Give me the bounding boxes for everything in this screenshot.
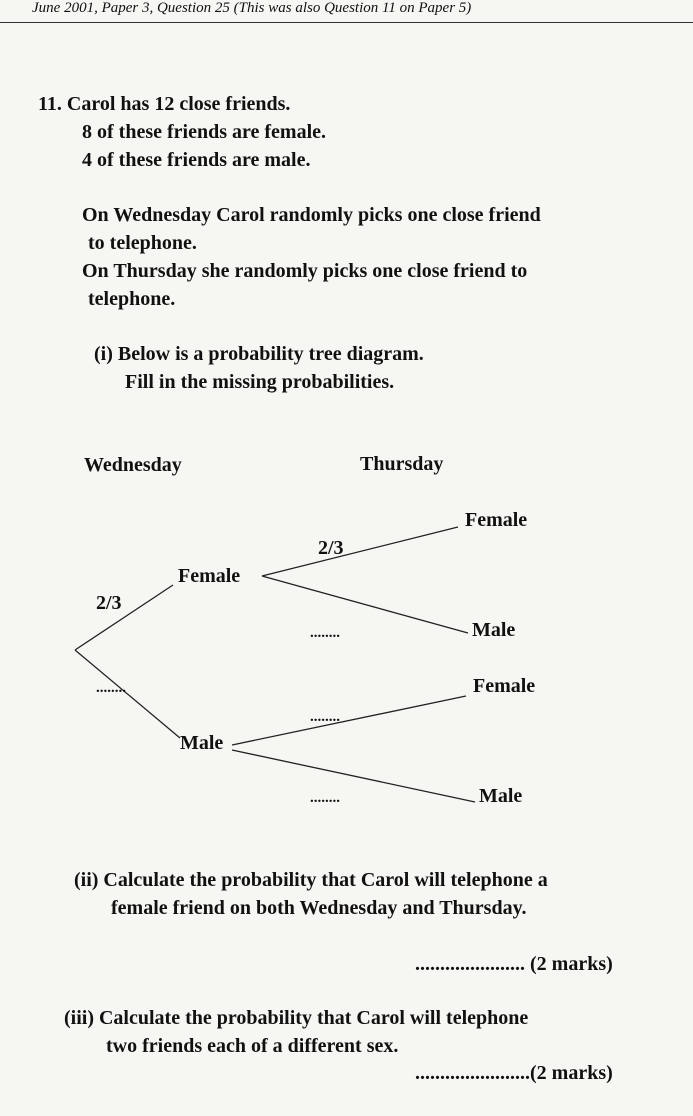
wednesday-paragraph-line2: to telephone.	[88, 232, 197, 254]
node-thu-female-1: Female	[465, 509, 528, 531]
node-wed-male: Male	[180, 732, 224, 754]
question-intro: 11. Carol has 12 close friends.	[38, 93, 291, 115]
tree-column-thursday: Thursday	[360, 453, 444, 475]
thursday-paragraph-line2: telephone.	[88, 288, 176, 310]
branch-wed-male	[75, 650, 180, 738]
prob-wed-female: 2/3	[96, 592, 122, 614]
tree-column-wednesday: Wednesday	[84, 454, 182, 476]
question-line-male: 4 of these friends are male.	[82, 149, 311, 171]
prob-thu-ff: 2/3	[318, 537, 344, 559]
part-i-line2: Fill in the missing probabilities.	[125, 371, 395, 393]
branch-thu-mm	[232, 750, 475, 802]
prob-thu-fm-blank[interactable]: ........	[310, 625, 340, 641]
thursday-paragraph-line1: On Thursday she randomly picks one close friend to	[82, 260, 528, 282]
part-ii-line1: (ii) Calculate the probability that Carol will telephone a	[74, 869, 548, 891]
prob-thu-mf-blank[interactable]: ........	[310, 709, 340, 725]
branch-thu-ff	[262, 527, 458, 576]
node-thu-male-1: Male	[472, 619, 516, 641]
part-ii-answer-line[interactable]: ...................... (2 marks)	[415, 953, 613, 975]
prob-wed-male-blank[interactable]: ........	[96, 680, 126, 696]
part-iii-line2: two friends each of a different sex.	[106, 1035, 399, 1057]
prob-thu-mm-blank[interactable]: ........	[310, 790, 340, 806]
part-ii-line2: female friend on both Wednesday and Thursday.	[111, 897, 527, 919]
node-wed-female: Female	[178, 565, 241, 587]
part-iii-answer-line[interactable]: .......................(2 marks)	[415, 1062, 613, 1084]
wednesday-paragraph-line1: On Wednesday Carol randomly picks one close friend	[82, 204, 541, 226]
page-header: June 2001, Paper 3, Question 25 (This was also Question 11 on Paper 5)	[32, 0, 472, 16]
part-i-line1: (i) Below is a probability tree diagram.	[94, 343, 424, 365]
part-iii-line1: (iii) Calculate the probability that Carol will telephone	[64, 1007, 529, 1029]
question-line-female: 8 of these friends are female.	[82, 121, 327, 143]
branch-thu-fm	[262, 576, 468, 633]
node-thu-female-2: Female	[473, 675, 536, 697]
branch-thu-mf	[232, 696, 466, 745]
node-thu-male-2: Male	[479, 785, 523, 807]
branch-wed-female	[75, 585, 173, 650]
